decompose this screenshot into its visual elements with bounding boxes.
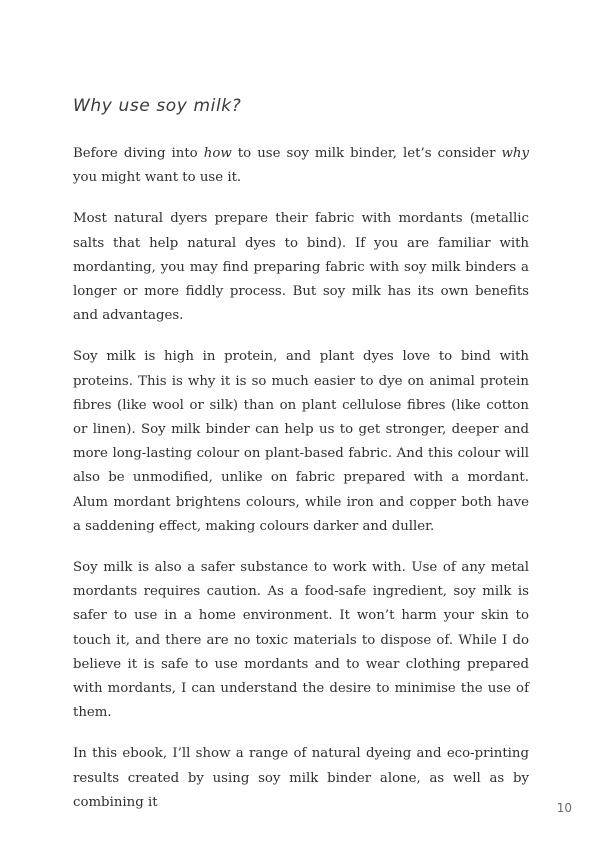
- emphasis-why: why: [501, 146, 529, 161]
- body-text: [73, 142, 529, 832]
- paragraph-intro-part-b: to use soy milk binder, let’s consider: [231, 146, 502, 161]
- paragraph-safety: Soy milk is also a safer substance to work with. Use of any metal mordants requires caution. As a food-safe ingredient, soy milk is safer to use in a home environment. It won’t harm your skin to touch it, and there are no toxic materials to dispose of. While I do believe it is safe to use mordants and to wear clothing prepared with mordants, I can understand the desire to minimise the use of them.: [73, 560, 529, 721]
- paragraph-intro-part-a: Before diving into: [73, 146, 204, 161]
- section-heading: Why use soy milk?: [73, 96, 242, 116]
- paragraph-intro-part-c: you might want to use it.: [73, 170, 242, 186]
- emphasis-how: how: [203, 146, 232, 161]
- paragraph-mordants: Most natural dyers prepare their fabric with mordants (metallic salts that help natural dyes to bind). If you are familiar with mordanting, you may find preparing fabric with soy milk binders a longer or more fiddly process. But soy milk has its own benefits and advantages.: [73, 211, 529, 324]
- paragraph-ebook: In this ebook, I’ll show a range of natural dyeing and eco-printing results created by using soy milk binder alone, as well as by combining it: [73, 746, 529, 810]
- page-number: 10: [556, 801, 572, 815]
- paragraph-protein: Soy milk is high in protein, and plant dyes love to bind with proteins. This is why it is so much easier to dye on animal protein fibres (like wool or silk) than on plant cellulose fibres (like cotton or linen). Soy milk binder can help us to get stronger, deeper and more long-lasting colour on plant-based fabric. And this colour will also be unmodified, unlike on fabric prepared with a mordant. Alum mordant brightens colours, while iron and copper both have a saddening effect, making colours darker and duller.: [73, 349, 529, 534]
- paragraph-intro: [73, 142, 529, 190]
